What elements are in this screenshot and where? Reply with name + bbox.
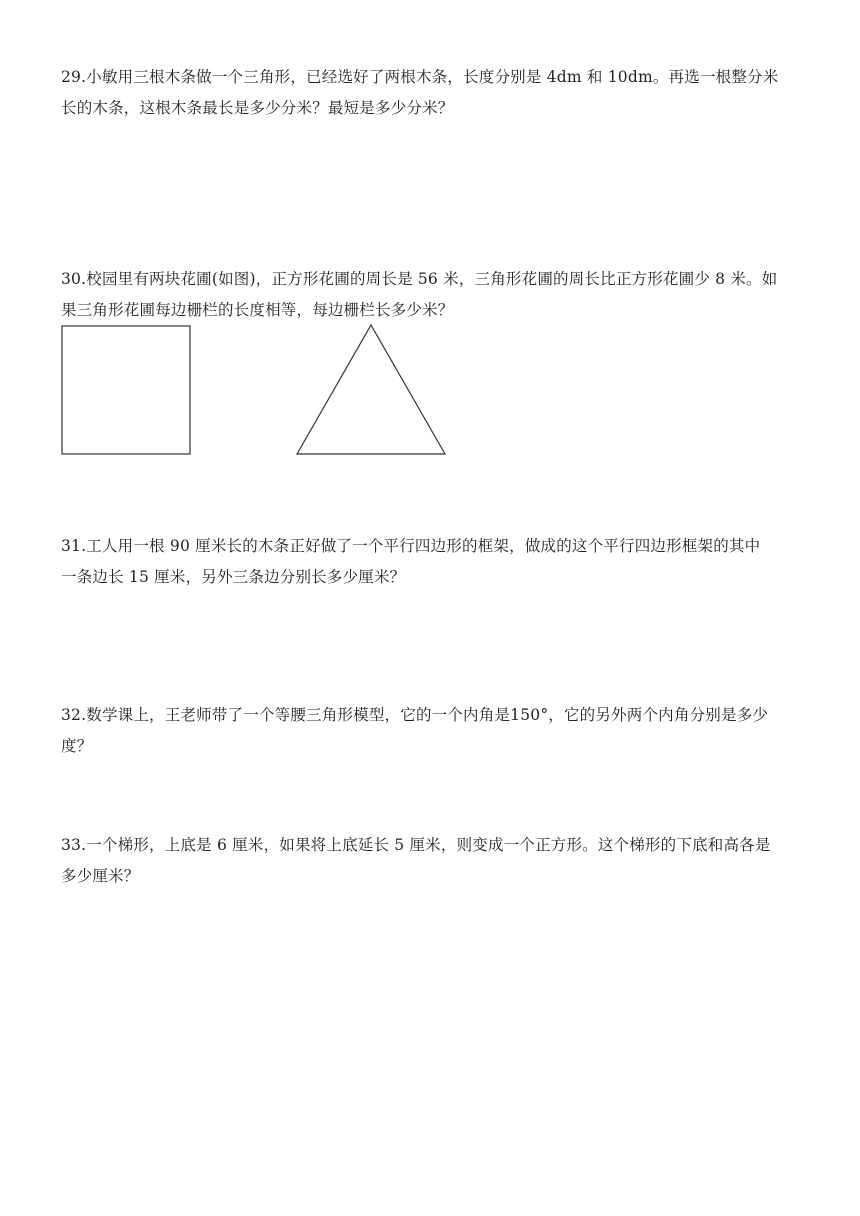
triangle-flowerbed-figure [294,323,448,461]
question-29-line-1: 29.小敏用三根木条做一个三角形，已经选好了两根木条，长度分别是 4dm 和 10dm。再选一根整分米 [61,68,779,86]
question-31-line-1: 31.工人用一根 90 厘米长的木条正好做了一个平行四边形的框架，做成的这个平行四边形框架的其中 [61,537,761,555]
question-32 [61,700,836,762]
question-31 [61,531,836,593]
question-31-line-2: 一条边长 15 厘米，另外三条边分别长多少厘米？ [61,568,406,586]
question-29 [61,62,836,124]
square-shape [61,325,193,458]
question-32-line-1: 32.数学课上，王老师带了一个等腰三角形模型，它的一个内角是150°，它的另外两个内角分别是多少 [61,706,769,724]
question-30-line-2: 果三角形花圃每边栅栏的长度相等，每边栅栏长多少米？ [61,301,454,319]
question-32-line-2: 度？ [61,737,93,755]
question-30-line-1: 30.校园里有两块花圃(如图)，正方形花圃的周长是 56 米，三角形花圃的周长比正方形花圃少 8 米。如 [61,270,778,288]
question-33-line-2: 多少厘米？ [61,867,140,885]
question-33-line-1: 33.一个梯形，上底是 6 厘米，如果将上底延长 5 厘米，则变成一个正方形。这个梯形的下底和高各是 [61,836,771,854]
question-29-line-2: 长的木条，这根木条最长是多少分米？最短是多少分米？ [61,99,454,117]
question-33 [61,830,836,892]
triangle-shape [294,323,448,457]
square-flowerbed-figure [61,325,193,462]
question-30 [61,264,836,326]
